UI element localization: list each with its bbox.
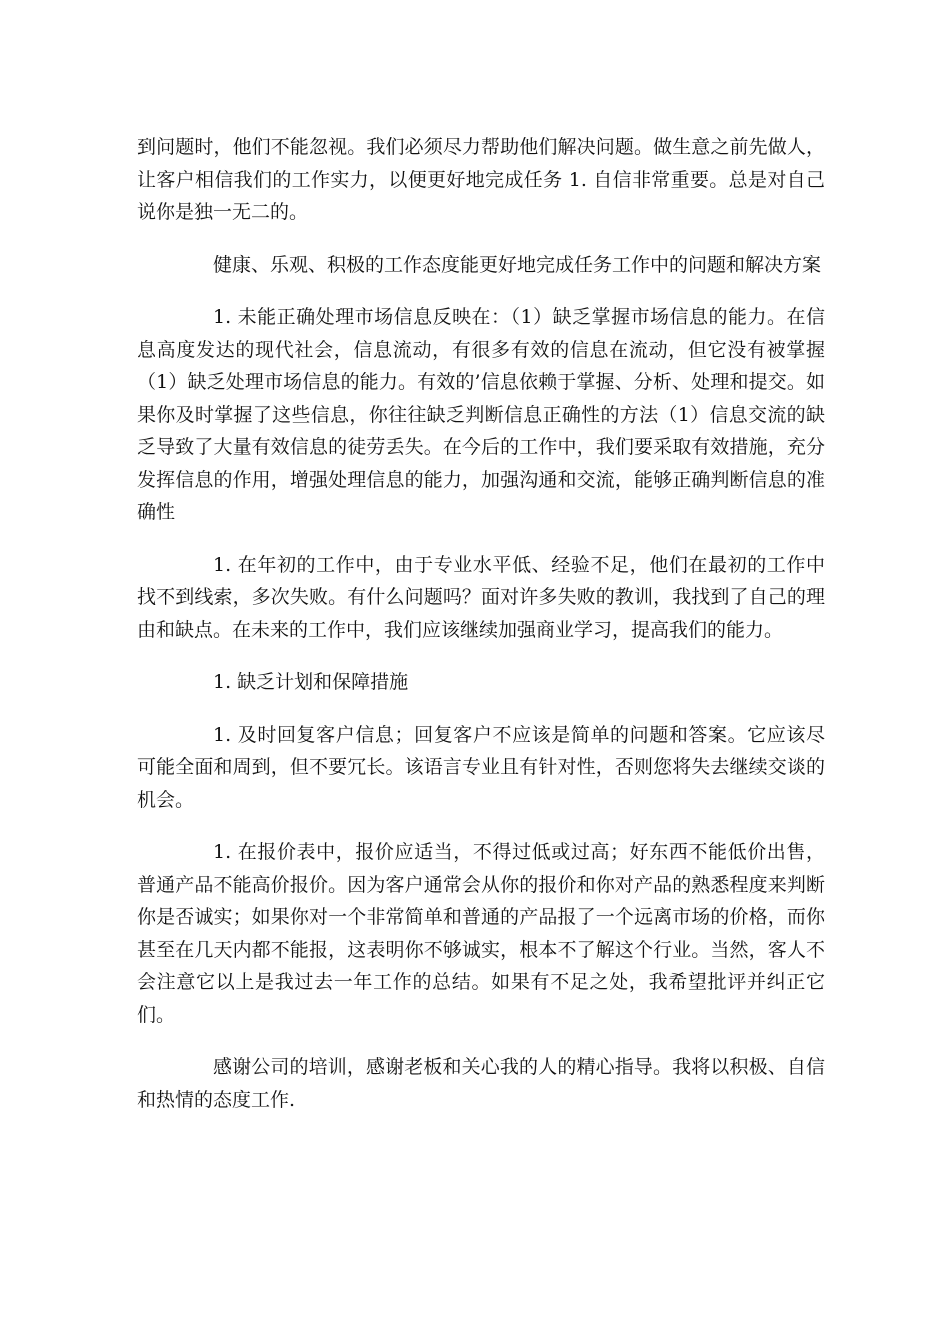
paragraph-continuation: 到问题时，他们不能忽视。我们必须尽力帮助他们解决问题。做生意之前先做人，让客户相信我们的工作实力，以便更好地完成任务 1. 自信非常重要。总是对自己说你是独一无二的。 — [137, 136, 825, 223]
paragraph-quotation: 1. 在报价表中，报价应适当，不得过低或过高；好东西不能低价出售，普通产品不能高价报价。因为客户通常会从你的报价和你对产品的熟悉程度来判断你是否诚实；如果你对一个非常简单和普通的产品报了一个远离市场的价格，而你甚至在几天内都不能报，这表明你不够诚实，根本不了解这个行业。当然，客人不会注意它以上是我过去一年工作的总结。如果有不足之处，我希望批评并纠正它们。 — [137, 841, 825, 1026]
paragraph-market-information: 1. 未能正确处理市场信息反映在：（1）缺乏掌握市场信息的能力。在信息高度发达的现代社会，信息流动，有很多有效的信息在流动，但它没有被掌握（1）缺乏处理市场信息的能力。有效的’信息依赖于掌握、分析、处理和提交。如果你及时掌握了这些信息，你往往缺乏判断信息正确性的方法（1）信息交流的缺乏导致了大量有效信息的徒劳丢失。在今后的工作中，我们要采取有效措施，充分发挥信息的作用，增强处理信息的能力，加强沟通和交流，能够正确判断信息的准确性 — [137, 306, 825, 523]
paragraph-reply-customers: 1. 及时回复客户信息；回复客户不应该是简单的问题和答案。它应该尽可能全面和周到，但不要冗长。该语言专业且有针对性，否则您将失去继续交谈的机会。 — [137, 723, 825, 811]
paragraph-lack-of-plan: 1. 缺乏计划和保障措施 — [213, 671, 409, 693]
paragraph-heading-work-attitude: 健康、乐观、积极的工作态度能更好地完成任务工作中的问题和解决方案 — [213, 253, 822, 276]
paragraph-thanks: 感谢公司的培训，感谢老板和关心我的人的精心指导。我将以积极、自信和热情的态度工作. — [137, 1056, 825, 1111]
paragraph-early-year-work: 1. 在年初的工作中，由于专业水平低、经验不足，他们在最初的工作中找不到线索，多次失败。有什么问题吗？面对许多失败的教训，我找到了自己的理由和缺点。在未来的工作中，我们应该继续加强商业学习，提高我们的能力。 — [137, 553, 825, 641]
document-body — [137, 131, 825, 1136]
